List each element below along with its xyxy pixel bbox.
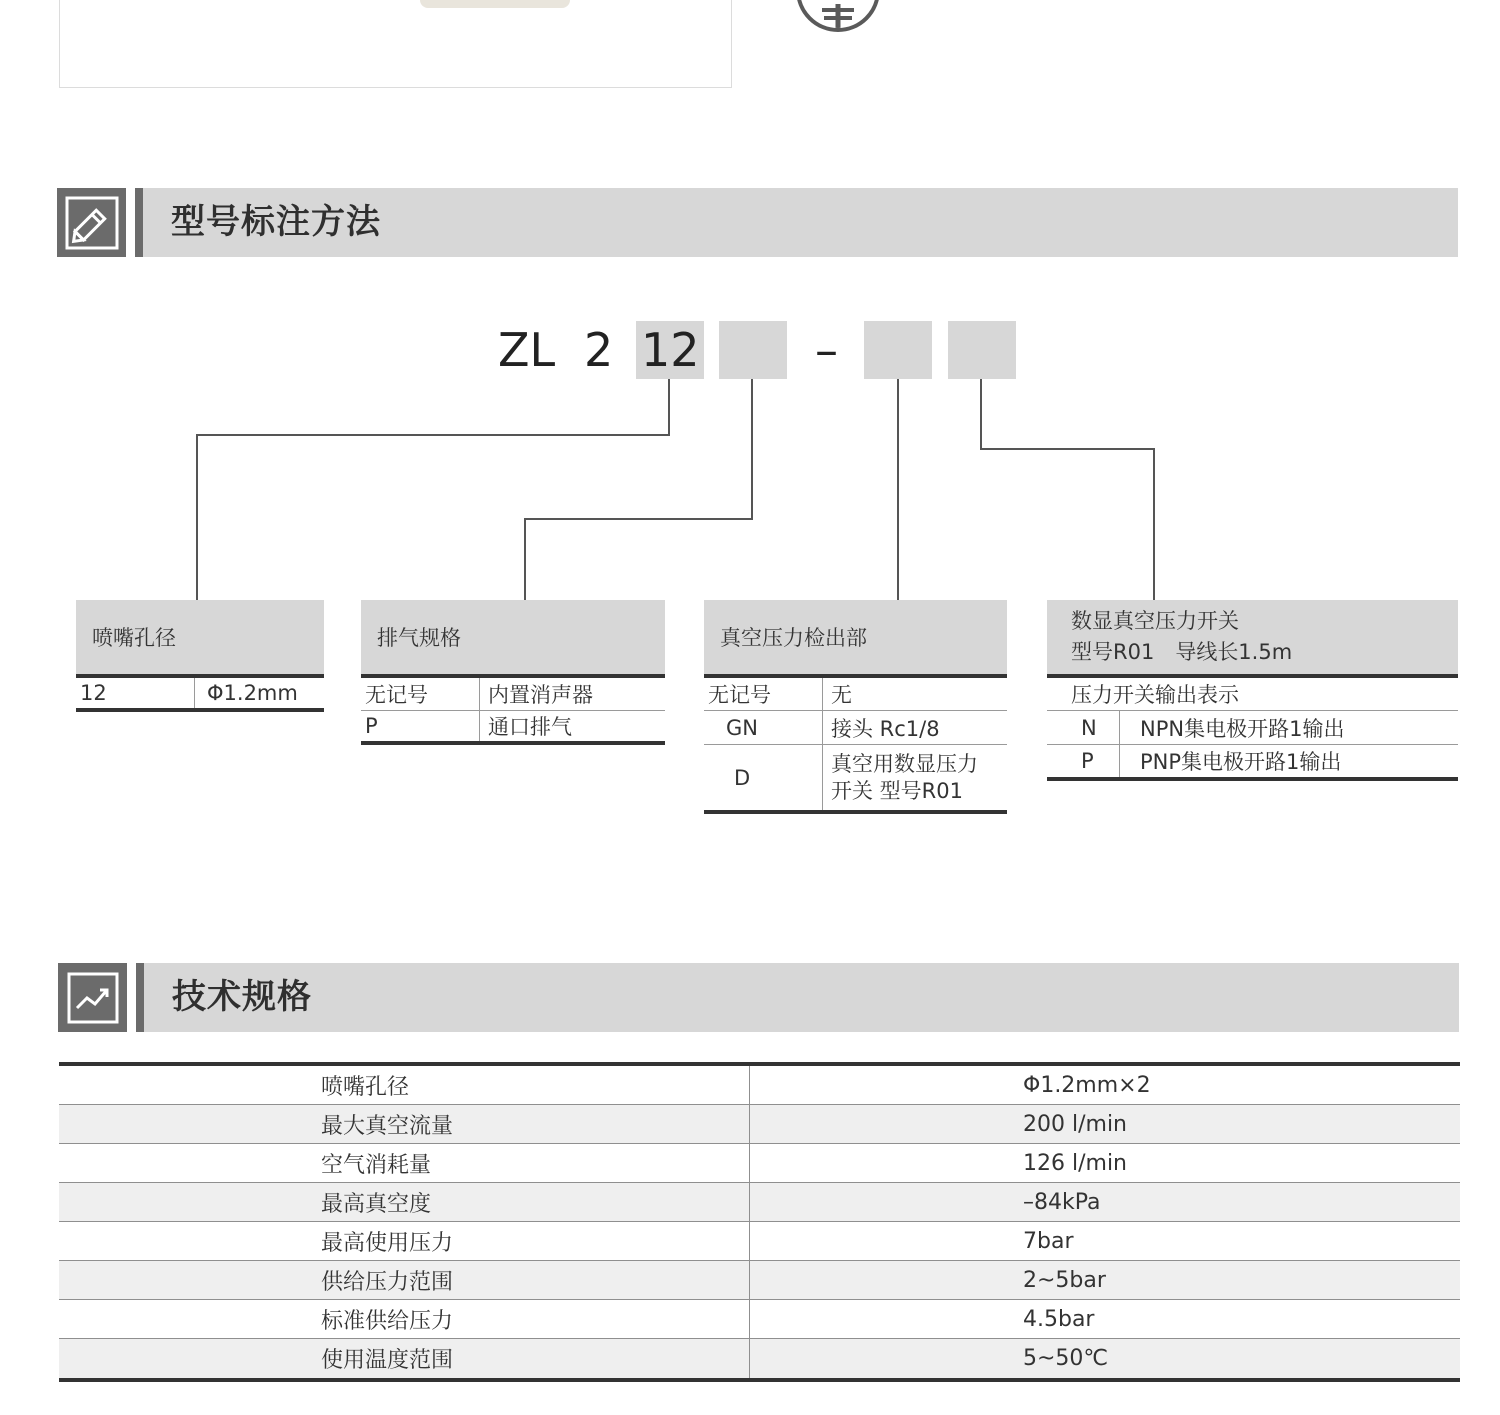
option-switch xyxy=(1047,600,1458,781)
option-desc-line: 开关 型号R01 xyxy=(831,778,963,803)
option-desc xyxy=(822,745,1007,810)
spec-label: 最高真空度 xyxy=(59,1183,750,1221)
spec-table xyxy=(59,1062,1460,1382)
code-dash: – xyxy=(815,323,838,377)
section-header-spec xyxy=(58,963,1459,1032)
option-row xyxy=(1047,745,1458,781)
option-header-text: 喷嘴孔径 xyxy=(92,626,176,650)
option-header xyxy=(76,600,324,678)
option-row xyxy=(361,711,665,745)
option-code: N xyxy=(1081,715,1097,740)
spec-row xyxy=(59,1222,1460,1261)
spec-row xyxy=(59,1105,1460,1144)
connector-lines xyxy=(0,0,1500,620)
spec-value: –84kPa xyxy=(1023,1189,1101,1215)
option-desc: PNP集电极开路1输出 xyxy=(1119,745,1458,777)
spec-row xyxy=(59,1144,1460,1183)
spec-value: Φ1.2mm×2 xyxy=(1023,1072,1151,1098)
option-row xyxy=(704,678,1007,711)
spec-value: 126 l/min xyxy=(1023,1150,1127,1176)
option-row xyxy=(76,678,324,712)
option-code: 12 xyxy=(80,681,107,705)
code-prefix: ZL xyxy=(498,323,556,377)
option-code: P xyxy=(365,714,378,738)
code-digit: 2 xyxy=(584,323,614,377)
option-header xyxy=(361,600,665,678)
spec-label: 最大真空流量 xyxy=(59,1105,750,1143)
spec-row xyxy=(59,1066,1460,1105)
option-header-text: 数显真空压力开关 xyxy=(1071,609,1239,633)
option-desc: Φ1.2mm xyxy=(194,678,324,708)
option-code: 无记号 xyxy=(365,683,428,707)
option-code: GN xyxy=(726,715,758,740)
connector-nozzle xyxy=(197,379,669,600)
spec-row xyxy=(59,1300,1460,1339)
header-accent xyxy=(136,963,144,1032)
spec-row xyxy=(59,1261,1460,1300)
spec-label: 喷嘴孔径 xyxy=(59,1066,750,1104)
option-row xyxy=(361,678,665,711)
option-header-text: 真空压力检出部 xyxy=(720,626,867,650)
option-nozzle xyxy=(76,600,324,712)
spec-value: 2~5bar xyxy=(1023,1267,1106,1293)
option-desc: 接头 Rc1/8 xyxy=(822,711,1007,744)
spec-label: 供给压力范围 xyxy=(59,1261,750,1299)
option-header xyxy=(704,600,1007,678)
connector-switch xyxy=(981,379,1154,600)
option-header-text: 排气规格 xyxy=(377,626,461,650)
section-title: 技术规格 xyxy=(172,977,312,1017)
spec-value: 5~50℃ xyxy=(1023,1346,1109,1371)
trend-chart-icon xyxy=(58,963,127,1032)
spec-value: 200 l/min xyxy=(1023,1111,1127,1137)
option-desc: 无 xyxy=(822,678,1007,710)
option-header xyxy=(1047,600,1458,678)
option-code: P xyxy=(1081,749,1094,773)
code-nozzle: 12 xyxy=(641,323,700,377)
header-bar xyxy=(144,963,1459,1032)
spec-label: 使用温度范围 xyxy=(59,1339,750,1378)
option-header-text: 型号R01 导线长1.5m xyxy=(1071,640,1293,664)
spec-value: 4.5bar xyxy=(1023,1306,1095,1332)
option-desc: NPN集电极开路1输出 xyxy=(1119,711,1458,744)
option-desc: 通口排气 xyxy=(479,711,665,741)
spec-label: 标准供给压力 xyxy=(59,1300,750,1338)
option-row xyxy=(704,745,1007,814)
spec-row xyxy=(59,1339,1460,1378)
option-desc: 内置消声器 xyxy=(479,678,665,710)
option-desc-line: 真空用数显压力 xyxy=(831,751,978,776)
connector-exhaust xyxy=(525,379,752,600)
option-subheader: 压力开关输出表示 xyxy=(1047,678,1458,711)
option-code: D xyxy=(734,765,751,790)
spec-label: 最高使用压力 xyxy=(59,1222,750,1260)
spec-value: 7bar xyxy=(1023,1228,1074,1254)
spec-label: 空气消耗量 xyxy=(59,1144,750,1182)
option-vacuum xyxy=(704,600,1007,814)
option-row xyxy=(1047,711,1458,745)
spec-row xyxy=(59,1183,1460,1222)
option-exhaust xyxy=(361,600,665,745)
option-row xyxy=(704,711,1007,745)
section-title: 型号标注方法 xyxy=(171,202,381,242)
option-code: 无记号 xyxy=(708,683,771,707)
